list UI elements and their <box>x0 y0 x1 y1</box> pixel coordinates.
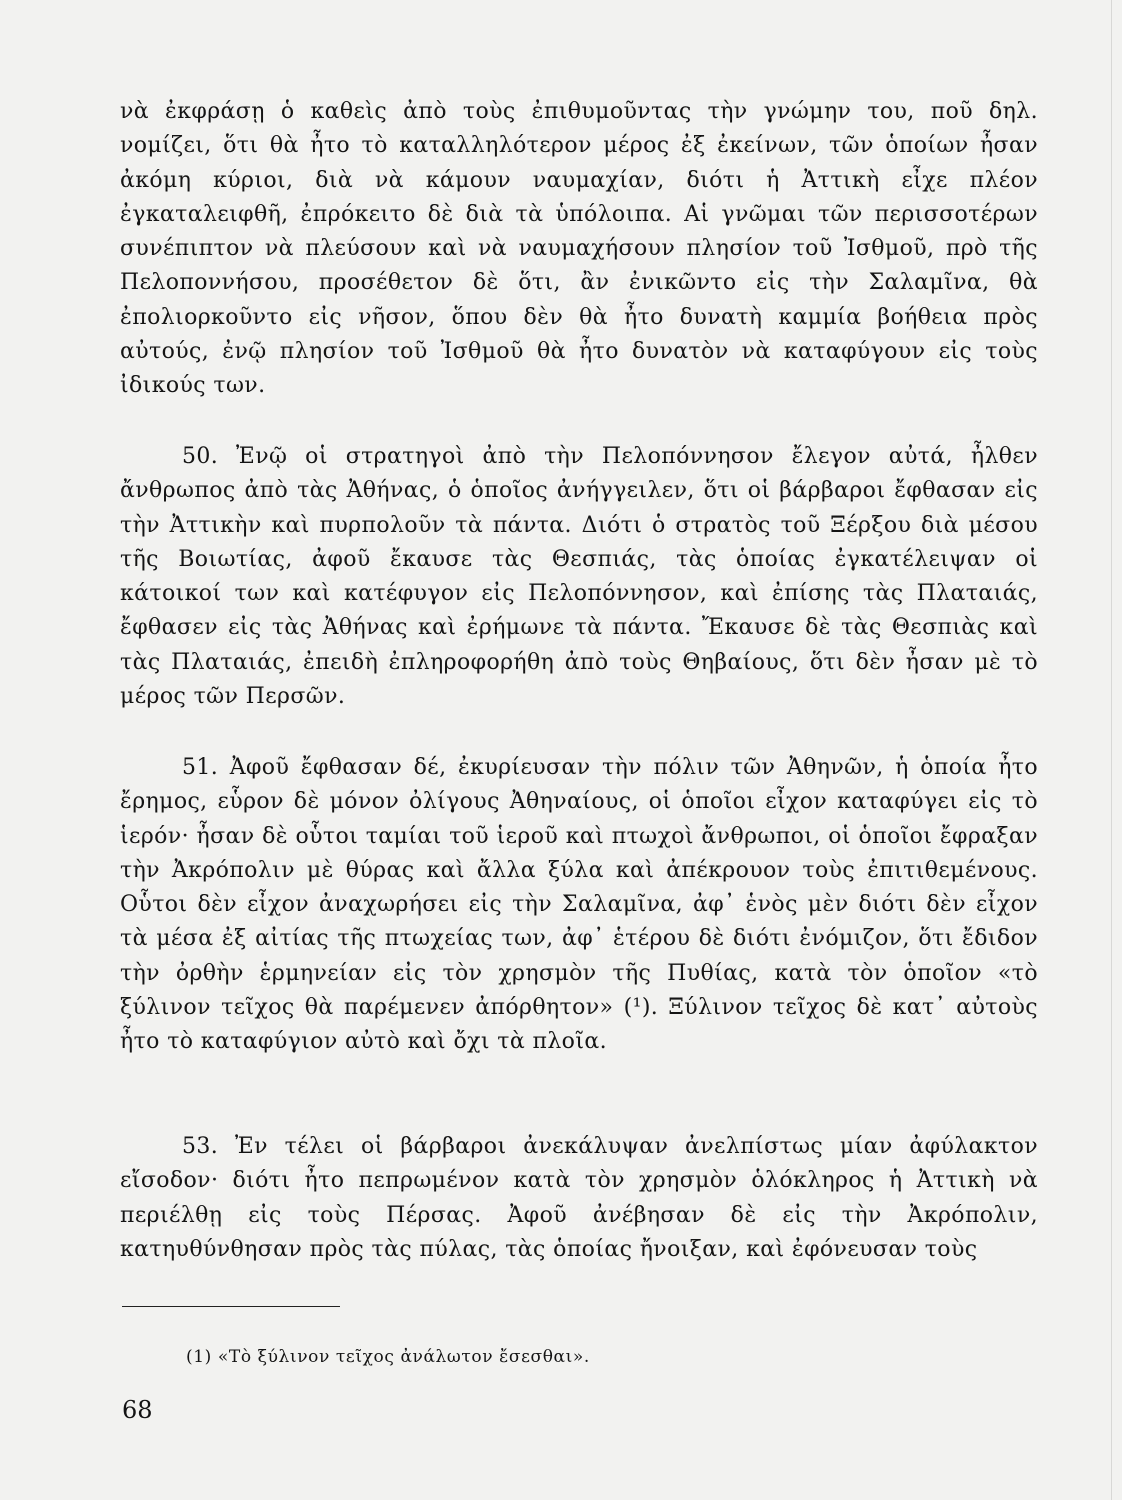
paragraph-text: 51. Ἀφοῦ ἔφθασαν δέ, ἐκυρίευσαν τὴν πόλιν τῶν Ἀθηνῶν, ἡ ὁποία ἦτο ἔρημος, εὗρον δὲ μόνον ὀλίγους Ἀθηναίους, οἱ ὁποῖοι εἶχον καταφύγει εἰς τὸ ἱερόν· ἦσαν δὲ οὗτοι ταμίαι τοῦ ἱεροῦ καὶ πτωχοὶ ἄνθρωποι, οἱ ὁποῖοι ἔφραξαν τὴν Ἀκρόπολιν μὲ θύρας καὶ ἄλλα ξύλα καὶ ἀπέκρουον τοὺς ἐπιτιθεμένους. Οὗτοι δὲν εἶχον ἀναχωρήσει εἰς τὴν Σαλαμῖνα, ἀφ᾽ ἑνὸς μὲν διότι δὲν εἶχον τὰ μέσα ἐξ αἰτίας τῆς πτωχείας των, ἀφ᾽ ἑτέρου δὲ διότι ἐνόμιζον, ὅτι ἔδιδον τὴν ὀρθὴν ἑρμηνείαν εἰς τὸν χρησμὸν τῆς Πυθίας, κατὰ τὸν ὁποῖον «τὸ ξύλινον τεῖχος θὰ παρέμενεν ἀπόρθητον» (¹). Ξύλινον τεῖχος δὲ κατ᾽ αὐτοὺς ἦτο τὸ καταφύγιον αὐτὸ καὶ ὄχι τὰ πλοῖα. <box>120 755 1038 1055</box>
footnote: (1) «Τὸ ξύλινον τεῖχος ἀνάλωτον ἔσεσθαι». <box>186 1347 590 1367</box>
paragraph-text: 50. Ἐνῷ οἱ στρατηγοὶ ἀπὸ τὴν Πελοπόννησον ἔλεγον αὐτά, ἦλθεν ἄνθρωπος ἀπὸ τὰς Ἀθήνας, ὁ ὁποῖος ἀνήγγειλεν, ὅτι οἱ βάρβαροι ἔφθασαν εἰς τὴν Ἀττικὴν καὶ πυρπολοῦν τὰ πάντα. Διότι ὁ στρατὸς τοῦ Ξέρξου διὰ μέσου τῆς Βοιωτίας, ἀφοῦ ἔκαυσε τὰς Θεσπιάς, τὰς ὁποίας ἐγκατέλειψαν οἱ κάτοικοί των καὶ κατέφυγον εἰς Πελοπόννησον, καὶ ἐπίσης τὰς Πλαταιάς, ἔφθασεν εἰς τὰς Ἀθήνας καὶ ἐρήμωνε τὰ πάντα. Ἔκαυσε δὲ τὰς Θεσπιὰς καὶ τὰς Πλαταιάς, ἐπειδὴ ἐπληροφορήθη ἀπὸ τοὺς Θηβαίους, ὅτι δὲν ἦσαν μὲ τὸ μέρος τῶν Περσῶν. <box>120 444 1038 710</box>
paragraph-text: νὰ ἐκφράσῃ ὁ καθεὶς ἀπὸ τοὺς ἐπιθυμοῦντας τὴν γνώμην του, ποῦ δηλ. νομίζει, ὅτι θὰ ἦτο τὸ καταλληλότερον μέρος ἐξ ἐκείνων, τῶν ὁποίων ἦσαν ἀκόμη κύριοι, διὰ νὰ κάμουν ναυμαχίαν, διότι ἡ Ἀττικὴ εἶχε πλέον ἐγκαταλειφθῆ, ἐπρόκειτο δὲ διὰ τὰ ὑπόλοιπα. Αἱ γνῶμαι τῶν περισσοτέρων συνέπιπτον νὰ πλεύσουν καὶ νὰ ναυμαχήσουν πλησίον τοῦ Ἰσθμοῦ, πρὸ τῆς Πελοποννήσου, προσέθετον δὲ ὅτι, ἂν ἐνικῶντο εἰς τὴν Σαλαμῖνα, θὰ ἐπολιορκοῦντο εἰς νῆσον, ὅπου δὲν θὰ ἦτο δυνατὴ καμμία βοήθεια πρὸς αὐτούς, ἐνῷ πλησίον τοῦ Ἰσθμοῦ θὰ ἦτο δυνατὸν νὰ καταφύγουν εἰς τοὺς ἰδικούς των. <box>120 99 1038 399</box>
paragraph-continuation <box>120 95 1038 404</box>
footnote-divider <box>122 1306 340 1307</box>
paragraph-text: 53. Ἐν τέλει οἱ βάρβαροι ἀνεκάλυψαν ἀνελπίστως μίαν ἀφύλακτον εἴσοδον· διότι ἦτο πεπρωμένον κατὰ τὸν χρησμὸν ὁλόκληρος ἡ Ἀττικὴ νὰ περιέλθῃ εἰς τοὺς Πέρσας. Ἀφοῦ ἀνέβησαν δὲ εἰς τὴν Ἀκρόπολιν, κατηυθύνθησαν πρὸς τὰς πύλας, τὰς ὁποίας ἤνοιξαν, καὶ ἐφόνευσαν τοὺς <box>120 1134 1038 1262</box>
page-edge-line <box>1111 0 1112 1500</box>
page-number: 68 <box>122 1396 153 1424</box>
paragraph-50 <box>120 440 1038 714</box>
paragraph-51 <box>120 751 1038 1060</box>
paragraph-53 <box>120 1130 1038 1267</box>
